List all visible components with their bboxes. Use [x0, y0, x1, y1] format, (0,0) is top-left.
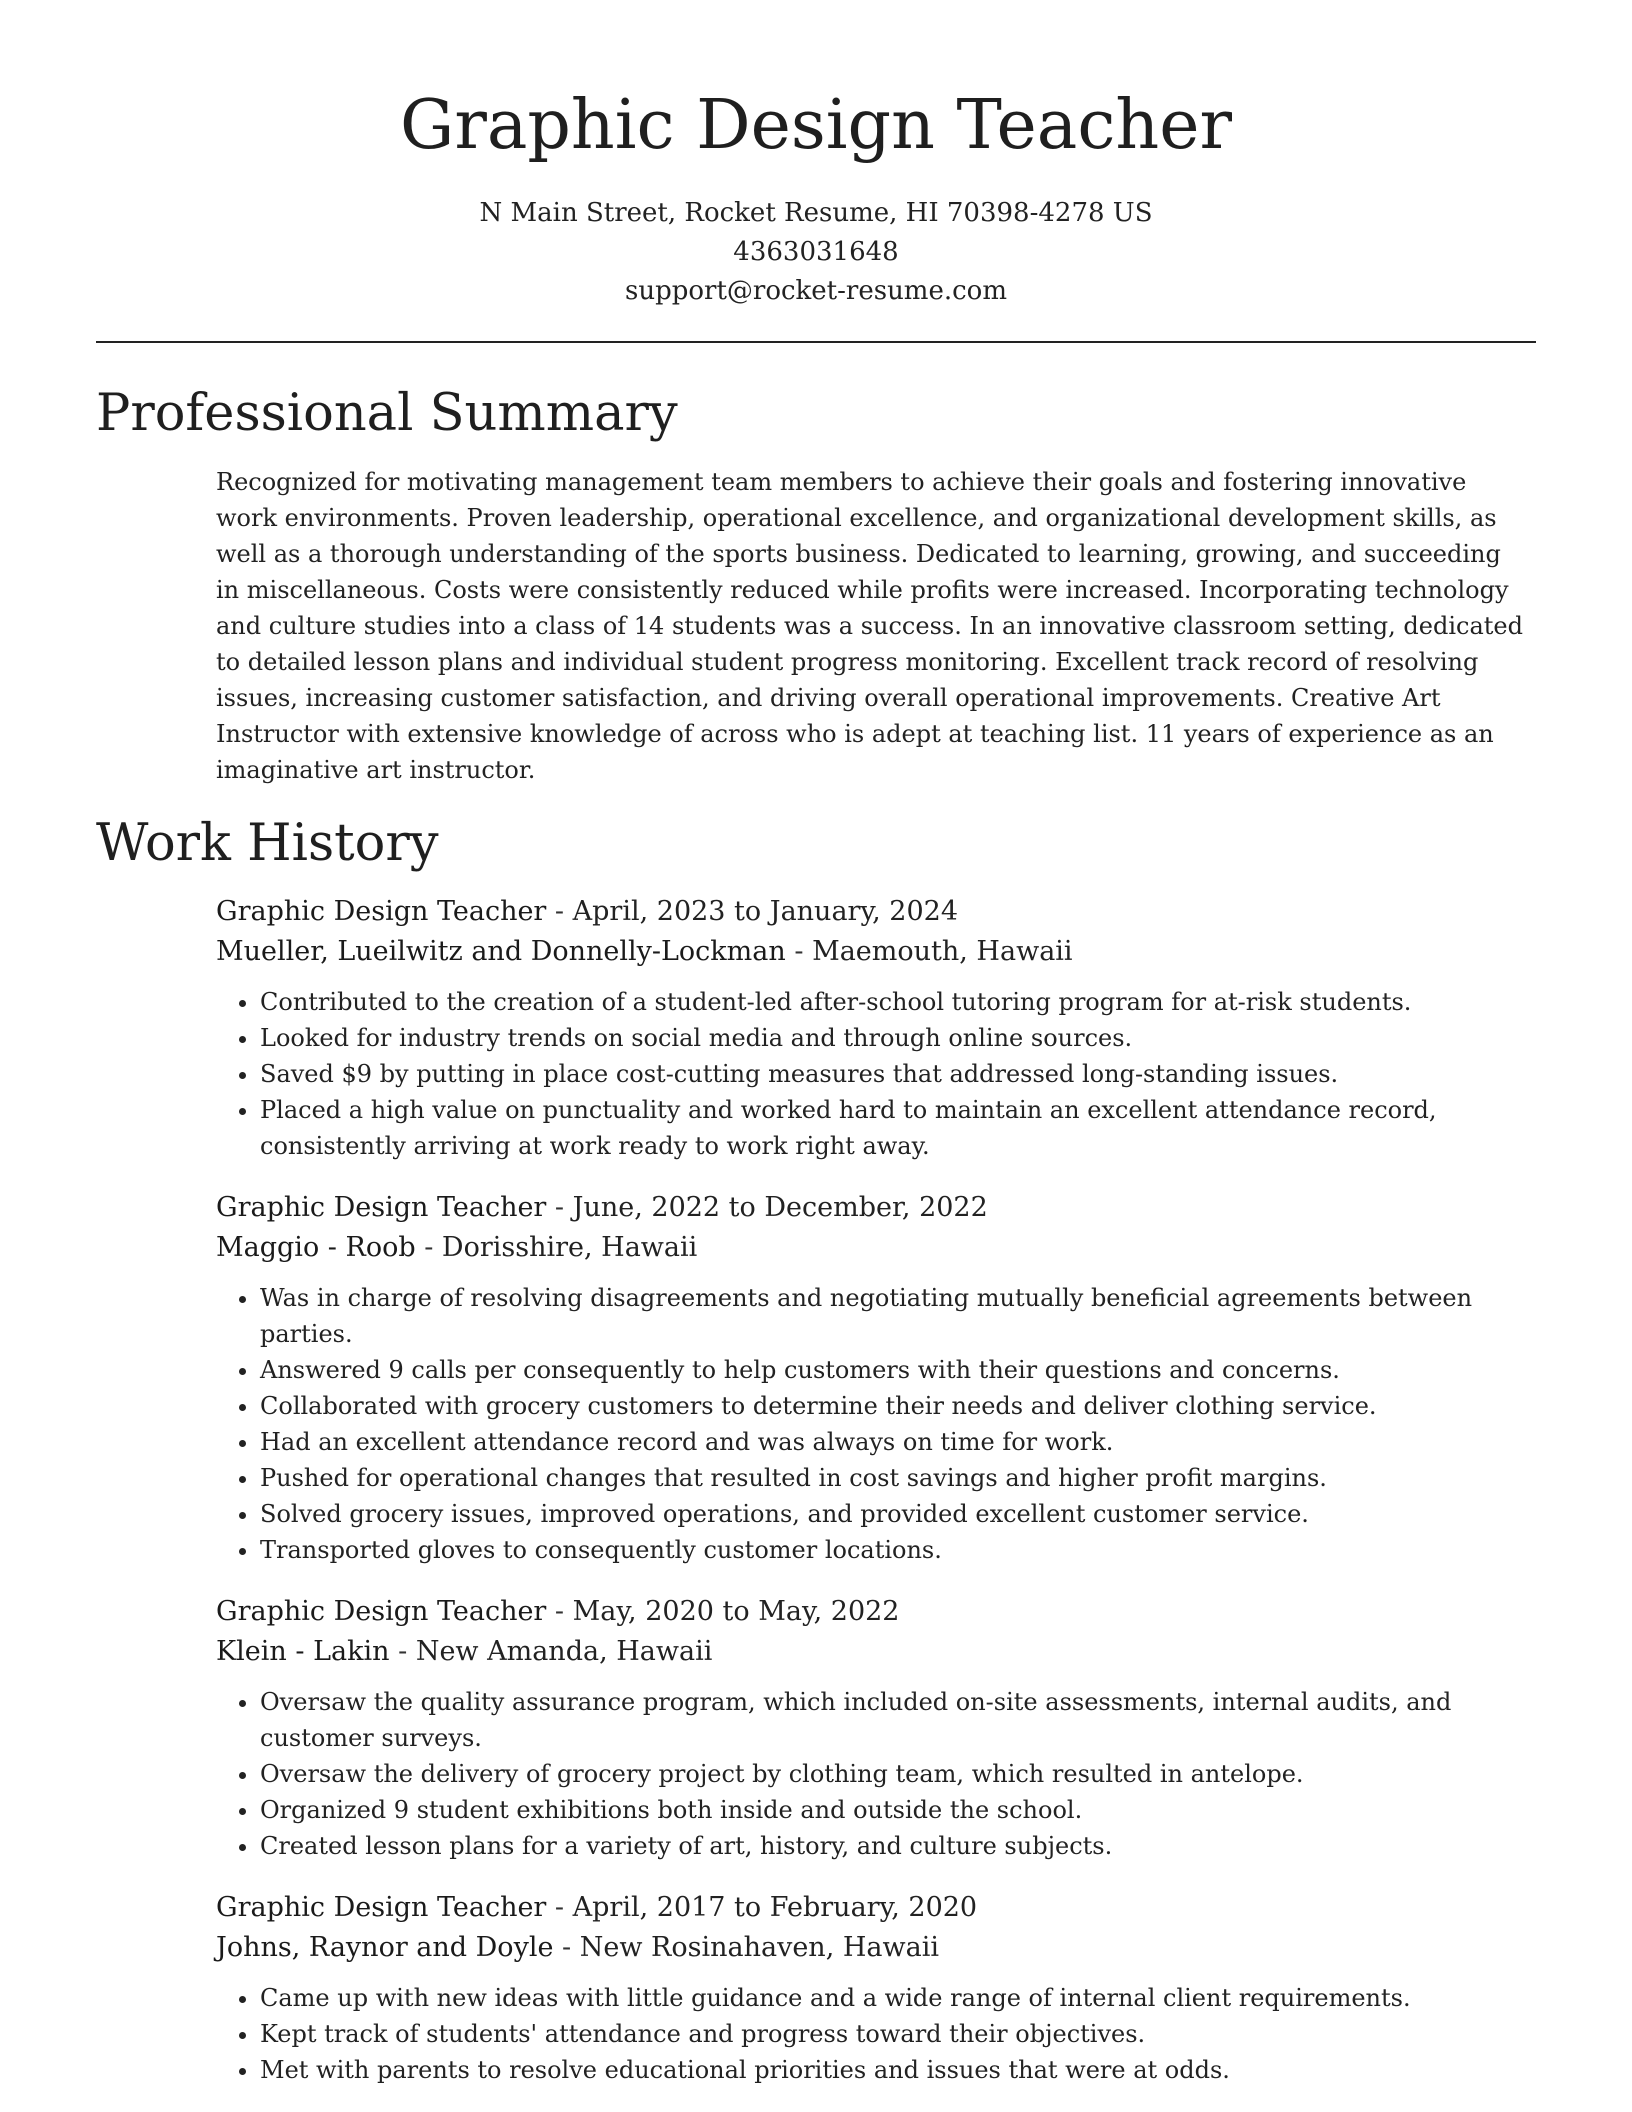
bullet-item: • Created lesson plans for a variety of art, history, and culture subjects. — [260, 1828, 1546, 1864]
job-dates: April, 2017 to February, 2020 — [572, 1892, 978, 1923]
bullet-item: • Came up with new ideas with little guidance and a wide range of internal client requirements. — [260, 1980, 1546, 2016]
separator: - — [546, 1192, 573, 1223]
email[interactable]: support@rocket-resume.com — [624, 276, 1007, 306]
bullet-item: • Saved $9 by putting in place cost-cutting measures that addressed long-standing issues. — [260, 1056, 1546, 1092]
employer-name: Mueller, Lueilwitz and Donnelly-Lockman — [216, 936, 786, 967]
employer-name: Johns, Raynor and Doyle — [216, 1932, 554, 1963]
resume-header — [0, 0, 1632, 311]
separator: - — [553, 1932, 580, 1963]
separator: - — [785, 936, 813, 967]
job-entry — [216, 1888, 1546, 2088]
job-title-line — [216, 892, 1546, 932]
separator: - — [389, 1636, 416, 1667]
bullet-item: • Solved grocery issues, improved operations, and provided excellent customer service. — [260, 1496, 1546, 1532]
header-divider — [96, 341, 1536, 343]
job-title: Graphic Design Teacher — [216, 1892, 547, 1923]
job-location: New Rosinahaven, Hawaii — [579, 1932, 939, 1963]
job-title: Graphic Design Teacher — [216, 1596, 547, 1627]
job-bullets — [216, 1980, 1546, 2088]
job-entry — [216, 892, 1546, 1164]
phone: 4363031648 — [733, 237, 899, 267]
bullet-item: • Answered 9 calls per consequently to help customers with their questions and concerns. — [260, 1352, 1546, 1388]
candidate-name: Graphic Design Teacher — [400, 86, 1232, 165]
job-dates: June, 2022 to December, 2022 — [572, 1192, 988, 1223]
bullet-item: • Pushed for operational changes that resulted in cost savings and higher profit margins. — [260, 1460, 1546, 1496]
bullet-item: • Placed a high value on punctuality and worked hard to maintain an excellent attendance record, consistently arriving at work ready to work right away. — [260, 1092, 1546, 1164]
job-title: Graphic Design Teacher — [216, 896, 547, 927]
job-entry — [216, 1188, 1546, 1568]
bullet-item: • Kept track of students' attendance and progress toward their objectives. — [260, 2016, 1546, 2052]
separator: - — [546, 1892, 573, 1923]
contact-block — [0, 194, 1632, 311]
summary-heading: Professional Summary — [96, 384, 678, 443]
job-bullets — [216, 984, 1546, 1164]
separator: - — [546, 896, 573, 927]
bullet-item: • Looked for industry trends on social media and through online sources. — [260, 1020, 1546, 1056]
work-history-list — [216, 892, 1546, 2112]
bullet-item: • Collaborated with grocery customers to determine their needs and deliver clothing service. — [260, 1388, 1546, 1424]
employer-name: Klein - Lakin — [216, 1636, 390, 1667]
bullet-item: • Contributed to the creation of a student-led after-school tutoring program for at-risk students. — [260, 984, 1546, 1020]
bullet-item: • Was in charge of resolving disagreements and negotiating mutually beneficial agreements between parties. — [260, 1280, 1546, 1352]
job-location: New Amanda, Hawaii — [415, 1636, 713, 1667]
job-location: Maemouth, Hawaii — [812, 936, 1073, 967]
job-title: Graphic Design Teacher — [216, 1192, 547, 1223]
job-title-line — [216, 1592, 1546, 1632]
bullet-item: • Oversaw the delivery of grocery project by clothing team, which resulted in antelope. — [260, 1756, 1546, 1792]
job-dates: April, 2023 to January, 2024 — [572, 896, 958, 927]
employer-line — [216, 1228, 1546, 1268]
employer-line — [216, 1928, 1546, 1968]
job-title-line — [216, 1188, 1546, 1228]
bullet-item: • Had an excellent attendance record and was always on time for work. — [260, 1424, 1546, 1460]
job-bullets — [216, 1280, 1546, 1568]
job-bullets — [216, 1684, 1546, 1864]
bullet-item: • Organized 9 student exhibitions both inside and outside the school. — [260, 1792, 1546, 1828]
bullet-item: • Met with parents to resolve educational priorities and issues that were at odds. — [260, 2052, 1546, 2088]
separator: - — [415, 1232, 442, 1263]
job-title-line — [216, 1888, 1546, 1928]
employer-name: Maggio - Roob — [216, 1232, 416, 1263]
work-history-heading: Work History — [96, 814, 439, 873]
job-entry — [216, 1592, 1546, 1864]
summary-text: Recognized for motivating management team members to achieve their goals and fostering innovative work environments. Proven leadership, operational excellence, and organizational development skills, as well as a thorough understanding of the sports business. Dedicated to learning, growing, and succeeding in miscellaneous. Costs were consistently reduced while profits were increased. Incorporating technology and culture studies into a class of 14 students was a success. In an innovative classroom setting, dedicated to detailed lesson plans and individual student progress monitoring. Excellent track record of resolving issues, increasing customer satisfaction, and driving overall operational improvements. Creative Art Instructor with extensive knowledge of across who is adept at teaching list. 11 years of experience as an imaginative art instructor. — [216, 468, 1523, 784]
bullet-item: • Oversaw the quality assurance program, which included on-site assessments, internal audits, and customer surveys. — [260, 1684, 1546, 1756]
separator: - — [546, 1596, 573, 1627]
address: N Main Street, Rocket Resume, HI 70398-4278 US — [479, 198, 1153, 228]
job-dates: May, 2020 to May, 2022 — [572, 1596, 900, 1627]
employer-line — [216, 1632, 1546, 1672]
job-location: Dorisshire, Hawaii — [441, 1232, 698, 1263]
employer-line — [216, 932, 1546, 972]
bullet-item: • Transported gloves to consequently customer locations. — [260, 1532, 1546, 1568]
